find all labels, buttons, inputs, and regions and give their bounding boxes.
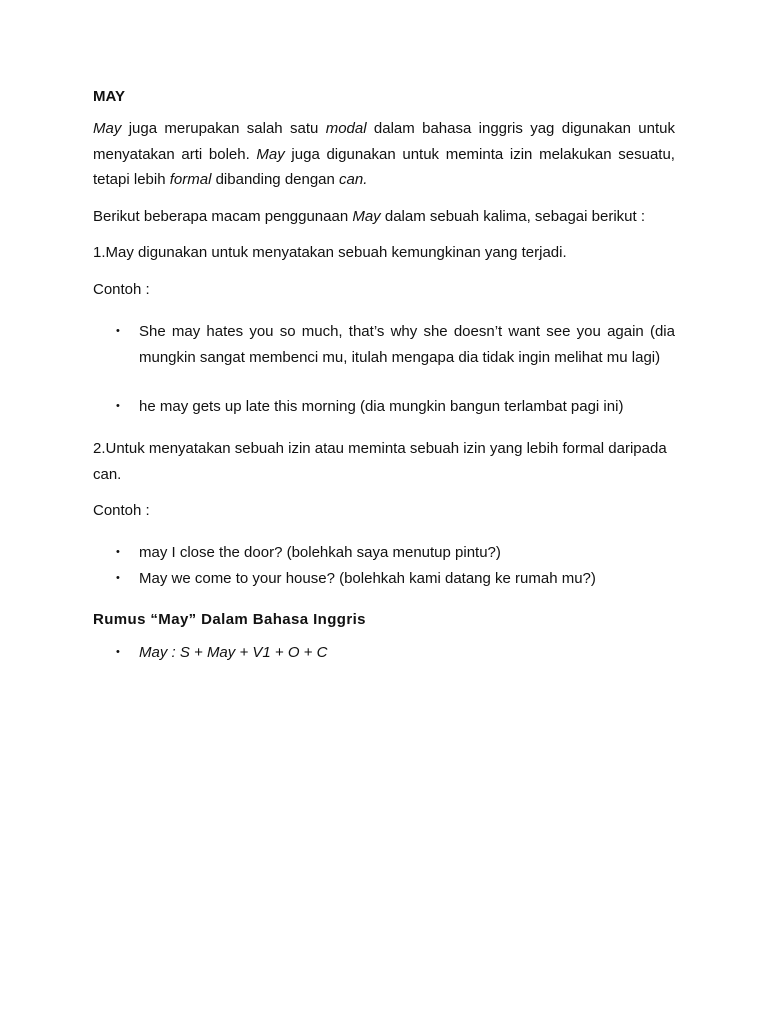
intro-part-3: modal [325, 120, 367, 137]
section2-example-1: may I close the door? (bolehkah saya menutup pintu?) [139, 544, 501, 561]
section1-example-label: Contoh : [93, 281, 150, 298]
section1-example-2: he may gets up late this morning (dia mungkin bangun terlambat pagi ini) [139, 398, 624, 415]
bullet-marker: • [116, 325, 120, 337]
bullet-marker: • [116, 546, 120, 558]
usage-intro-part-2: May [352, 208, 381, 225]
intro-part-5: May [256, 145, 285, 163]
intro-part-8: dibanding dengan [211, 171, 340, 188]
usage-intro-part-3: dalam sebuah kalima, sebagai berikut : [380, 208, 646, 225]
intro-part-2: juga merupakan salah satu [121, 120, 326, 137]
intro-part-9: can. [339, 171, 368, 188]
bullet-marker: • [116, 572, 120, 584]
bullet-marker: • [116, 646, 120, 658]
usage-intro-part-1: Berikut beberapa macam penggunaan [93, 208, 353, 225]
intro-part-6: juga digunakan untuk meminta izin melakukan sesuatu, tetapi lebih [93, 145, 675, 188]
intro-paragraph [93, 116, 675, 193]
section1-heading: 1.May digunakan untuk menyatakan sebuah kemungkinan yang terjadi. [93, 244, 567, 261]
page-title: MAY [93, 88, 125, 105]
intro-part-7: formal [169, 171, 212, 188]
usage-intro [93, 204, 675, 230]
formula-heading: Rumus “May” Dalam Bahasa Inggris [93, 611, 366, 628]
section2-example-2: May we come to your house? (bolehkah kami datang ke rumah mu?) [139, 570, 596, 587]
section2-example-label: Contoh : [93, 502, 150, 519]
section1-example-1: She may hates you so much, that’s why she doesn’t want see you again (dia mungkin sangat membenci mu, itulah mengapa dia tidak ingin melihat mu lagi) [139, 323, 675, 366]
intro-part-4: dalam bahasa inggris yag digunakan untuk menyatakan arti boleh. [93, 120, 676, 163]
bullet-marker: • [116, 400, 120, 412]
intro-part-1: May [93, 120, 122, 137]
section2-heading: 2.Untuk menyatakan sebuah izin atau meminta sebuah izin yang lebih formal daripada can. [93, 440, 667, 483]
formula-item: May : S + May + V1 + O + C [139, 644, 328, 661]
